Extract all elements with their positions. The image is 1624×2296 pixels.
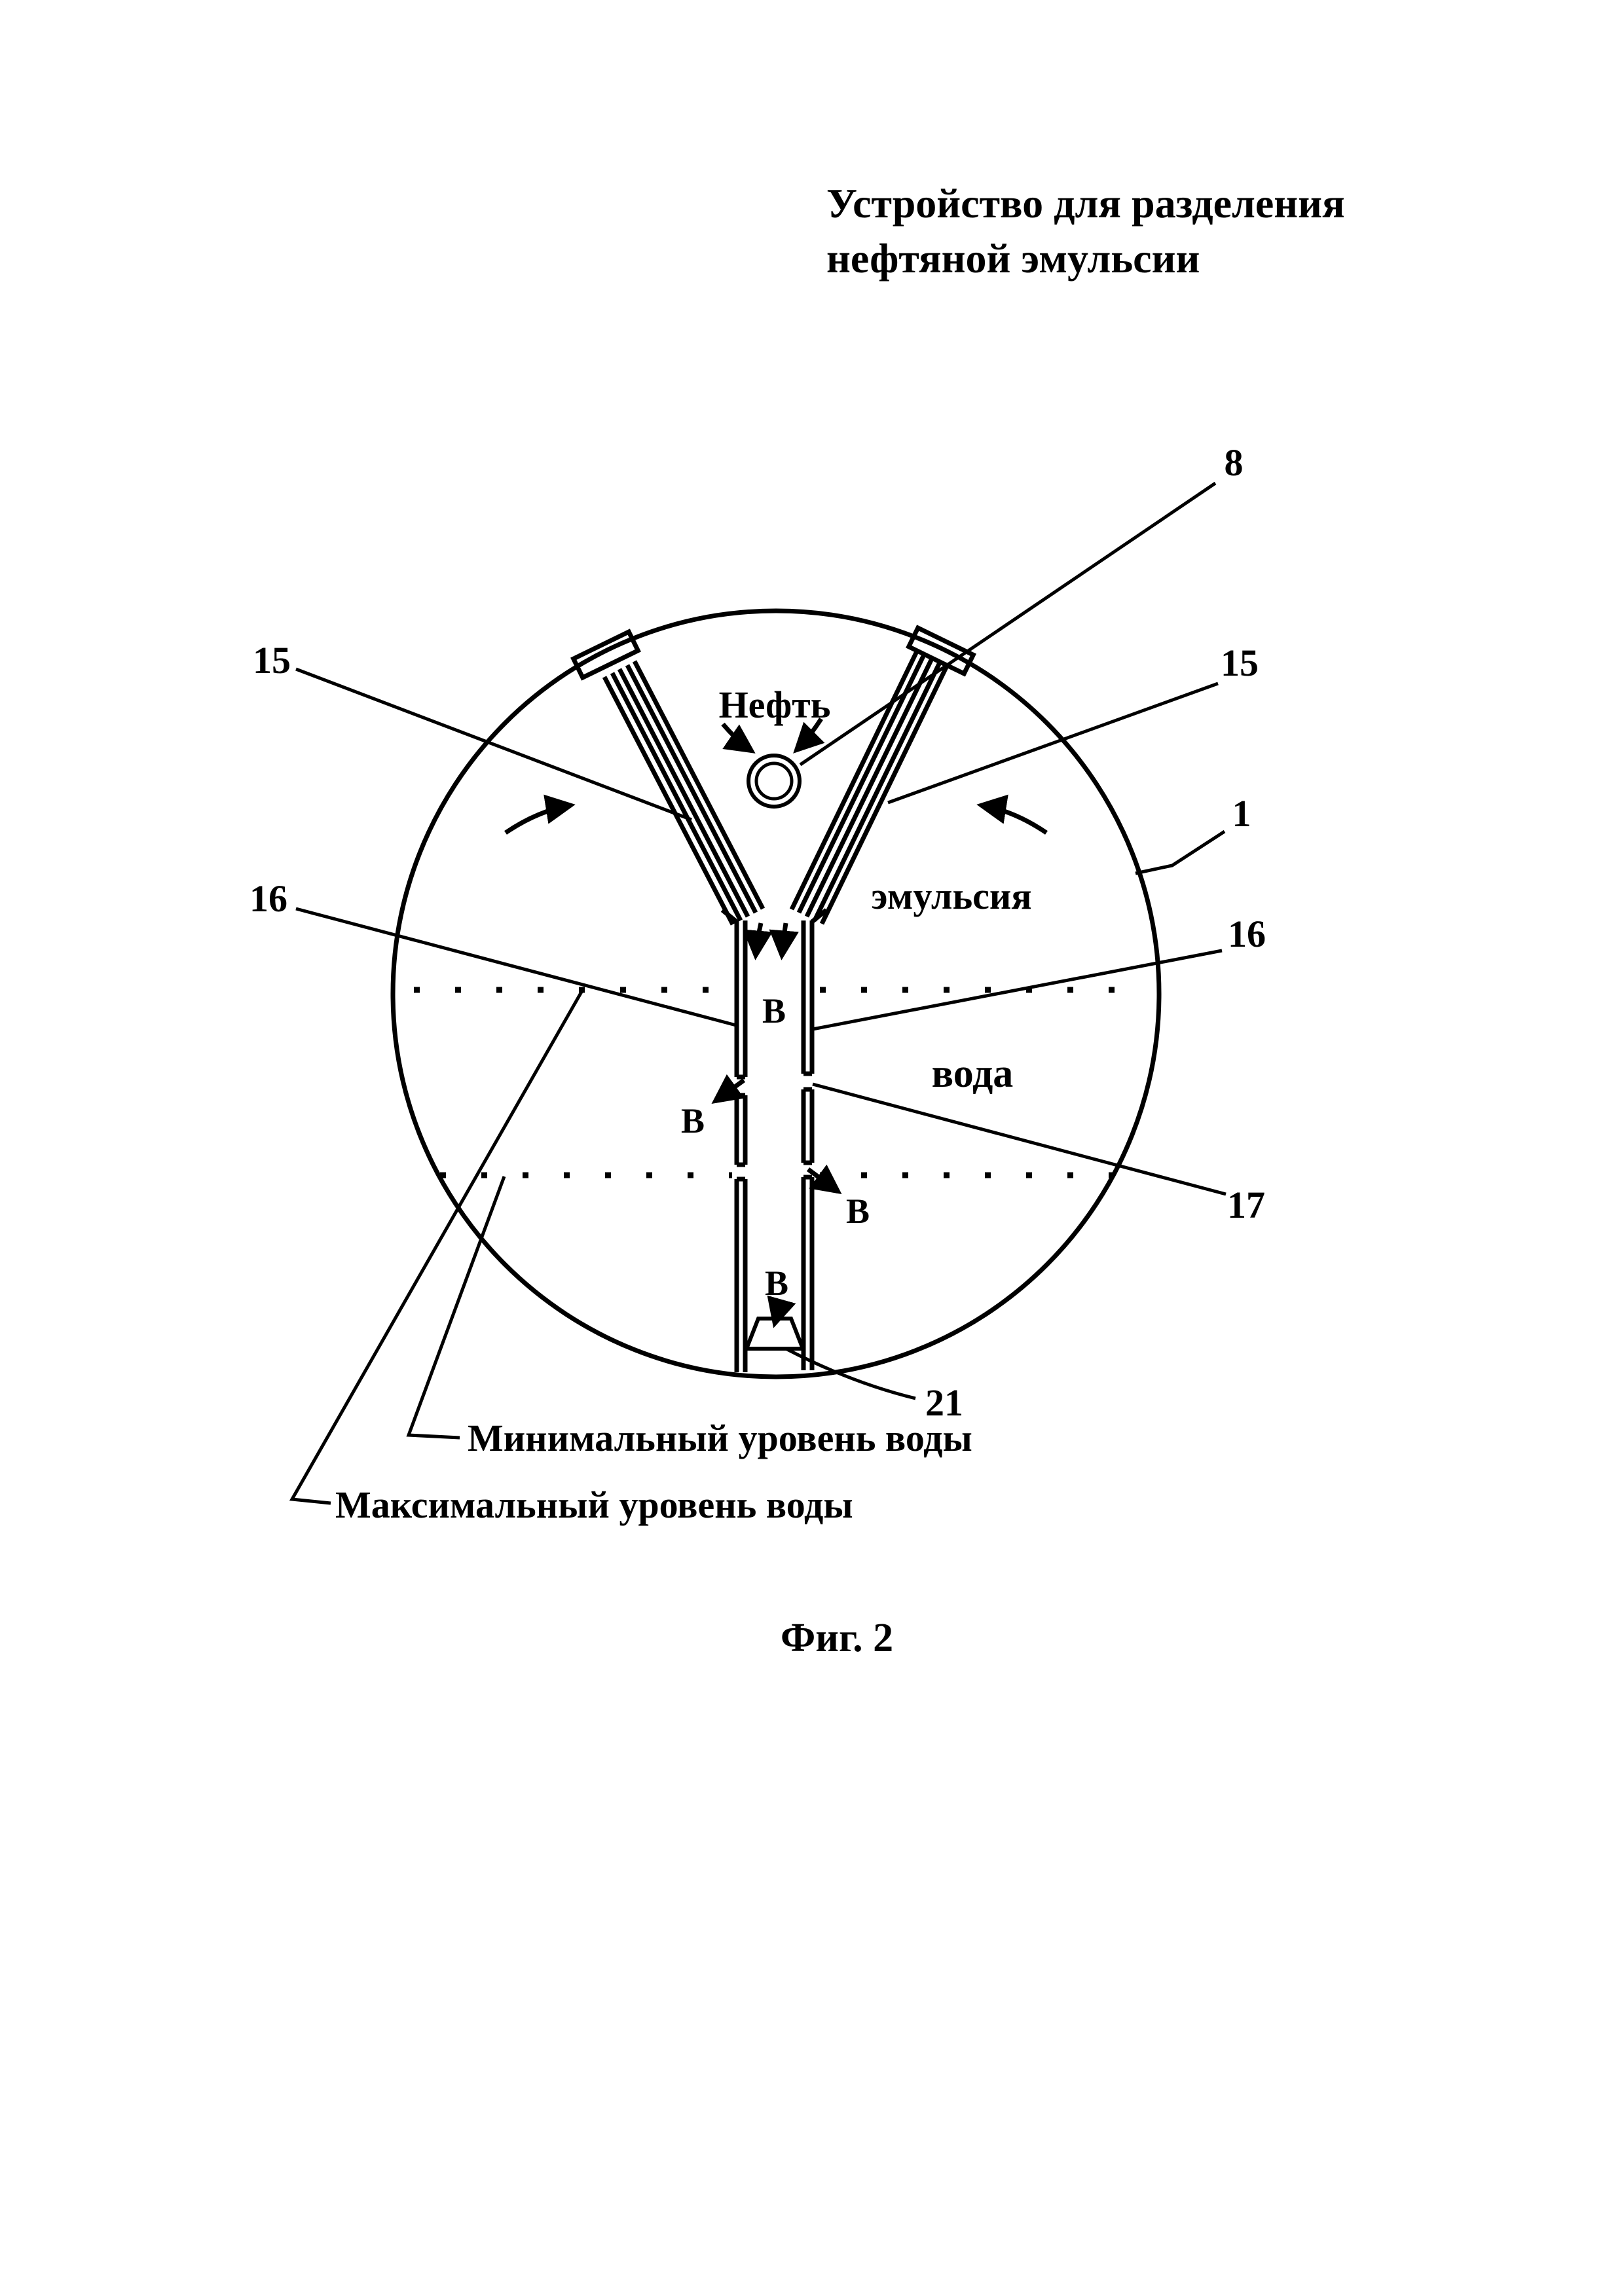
ref-label-1: 1: [1232, 792, 1251, 835]
ref-label-17: 17: [1227, 1184, 1265, 1226]
zone-label-emulsion: эмульсия: [871, 875, 1032, 917]
max-water-level-label: Максимальный уровень воды: [335, 1484, 853, 1526]
section-marker-b-bottom: В: [764, 1264, 789, 1303]
section-marker-b-right: В: [845, 1192, 870, 1231]
section-marker-b-top: В: [762, 991, 786, 1030]
leader-line-1: [1135, 831, 1225, 873]
flow-arrow-right: [981, 805, 1046, 833]
page-title-line2: нефтяной эмульсии: [826, 235, 1200, 282]
downcomer-pipe: [722, 910, 826, 1372]
ref-label-15-right: 15: [1221, 642, 1259, 684]
figure-caption: Фиг. 2: [781, 1616, 894, 1660]
min-water-level-label: Минимальный уровень воды: [468, 1417, 972, 1459]
leader-line-17: [813, 1084, 1226, 1194]
zone-label-oil: Нефть: [718, 683, 831, 726]
section-arrow-left-out: [715, 1080, 744, 1101]
circulation-arrows: [506, 805, 1046, 833]
page-title-line1: Устройство для разделения: [826, 180, 1345, 227]
leader-line-16-left: [296, 909, 736, 1025]
ref-label-16-right: 16: [1228, 913, 1266, 955]
leader-line-8: [800, 483, 1215, 765]
leader-line-15-right: [888, 683, 1218, 803]
leader-line-min-level: [409, 1176, 504, 1438]
ref-label-8: 8: [1224, 441, 1244, 484]
flow-arrow-left: [506, 805, 571, 833]
section-arrow-bottom: [775, 1303, 781, 1324]
ref-label-15-left: 15: [253, 639, 291, 682]
ref-label-21: 21: [925, 1381, 963, 1424]
oil-collection-pipe: [748, 756, 800, 807]
pipe-inlet-arrows: [756, 923, 786, 956]
ref-label-16-left: 16: [249, 877, 287, 920]
section-marker-b-left: В: [680, 1101, 705, 1140]
oil-inflow-arrow-left: [723, 724, 752, 751]
zone-label-water: вода: [931, 1051, 1014, 1096]
